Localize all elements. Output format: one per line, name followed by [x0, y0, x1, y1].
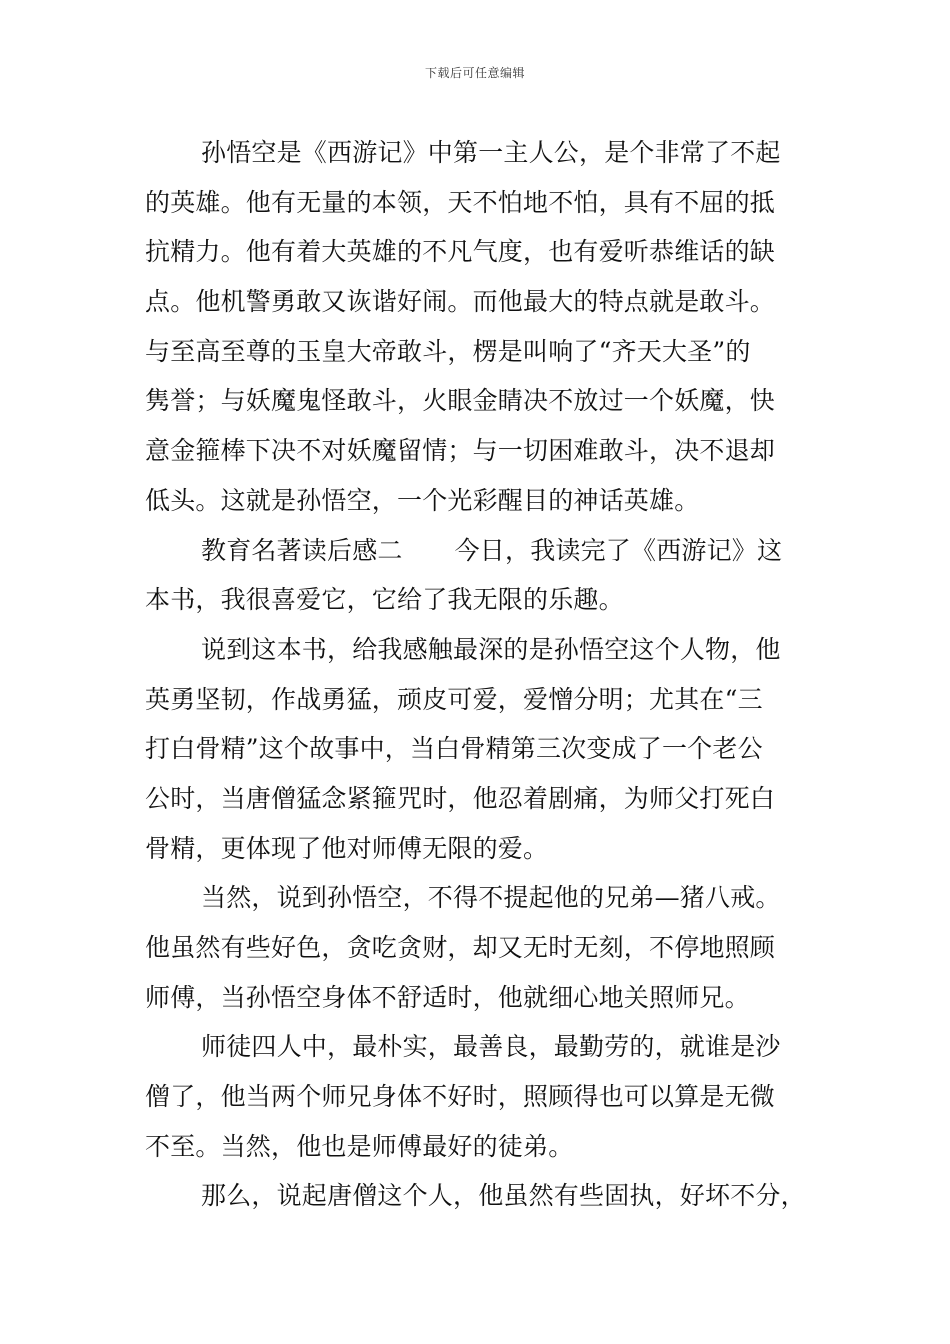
paragraph: [145, 1022, 805, 1171]
paragraph-line: 公时，当唐僧猛念紧箍咒时，他忍着剧痛，为师父打死白: [145, 783, 776, 813]
section-heading: 教育名著读后感二: [201, 535, 403, 565]
paragraph-line: 意金箍棒下决不对妖魔留情；与一切困难敢斗，决不退却: [145, 436, 776, 466]
paragraph-line: 那么，说起唐僧这个人，他虽然有些固执，好坏不分，: [201, 1181, 806, 1211]
paragraph-line: 打白骨精”这个故事中，当白骨精第三次变成了一个老公: [145, 734, 763, 764]
paragraph-line: 本书，我很喜爱它，它给了我无限的乐趣。: [145, 585, 624, 615]
paragraph: [145, 625, 805, 873]
paragraph-line: 他虽然有些好色，贪吃贪财，却又无时无刻，不停地照顾: [145, 933, 776, 962]
paragraph-line: 不至。当然，他也是师傅最好的徒弟。: [145, 1131, 574, 1161]
paragraph-line: 师傅，当孙悟空身体不舒适时，他就细心地关照师兄。: [145, 982, 750, 1012]
paragraph-line: 孙悟空是《西游记》中第一主人公，是个非常了不起: [201, 138, 781, 167]
paragraph: [145, 128, 805, 526]
paragraph-line: 点。他机警勇敢又诙谐好闹。而他最大的特点就是敢斗。: [145, 287, 776, 317]
page-header: 下载后可任意编辑: [424, 66, 525, 80]
paragraph: [145, 1171, 805, 1221]
document-body: [145, 128, 805, 1221]
paragraph: [145, 873, 805, 1022]
paragraph-line: 师徒四人中，最朴实，最善良，最勤劳的，就谁是沙: [201, 1032, 781, 1062]
paragraph-line: 当然，说到孙悟空，不得不提起他的兄弟—猪八戒。: [201, 883, 781, 913]
paragraph-line: 低头。这就是孙悟空，一个光彩醒目的神话英雄。: [145, 485, 700, 515]
paragraph-line: [145, 526, 805, 576]
paragraph-line: 僧了，他当两个师兄身体不好时，照顾得也可以算是无微: [145, 1082, 776, 1112]
paragraph-line: 英勇坚韧，作战勇猛，顽皮可爱，爱憎分明；尤其在“三: [145, 684, 763, 714]
paragraph-line: 说到这本书，给我感触最深的是孙悟空这个人物，他: [201, 634, 781, 664]
paragraph-line: 抗精力。他有着大英雄的不凡气度，也有爱听恭维话的缺: [145, 237, 776, 267]
paragraph-text: 今日，我读完了《西游记》这: [454, 535, 783, 565]
paragraph-line: 的英雄。他有无量的本领，天不怕地不怕，具有不屈的抵: [145, 187, 776, 217]
paragraph: [145, 526, 805, 625]
paragraph-line: 与至高至尊的玉皇大帝敢斗，楞是叫响了“齐天大圣”的: [145, 336, 751, 366]
paragraph-line: 隽誉；与妖魔鬼怪敢斗，火眼金睛决不放过一个妖魔，快: [145, 386, 776, 416]
paragraph-line: 骨精，更体现了他对师傅无限的爱。: [145, 833, 549, 863]
